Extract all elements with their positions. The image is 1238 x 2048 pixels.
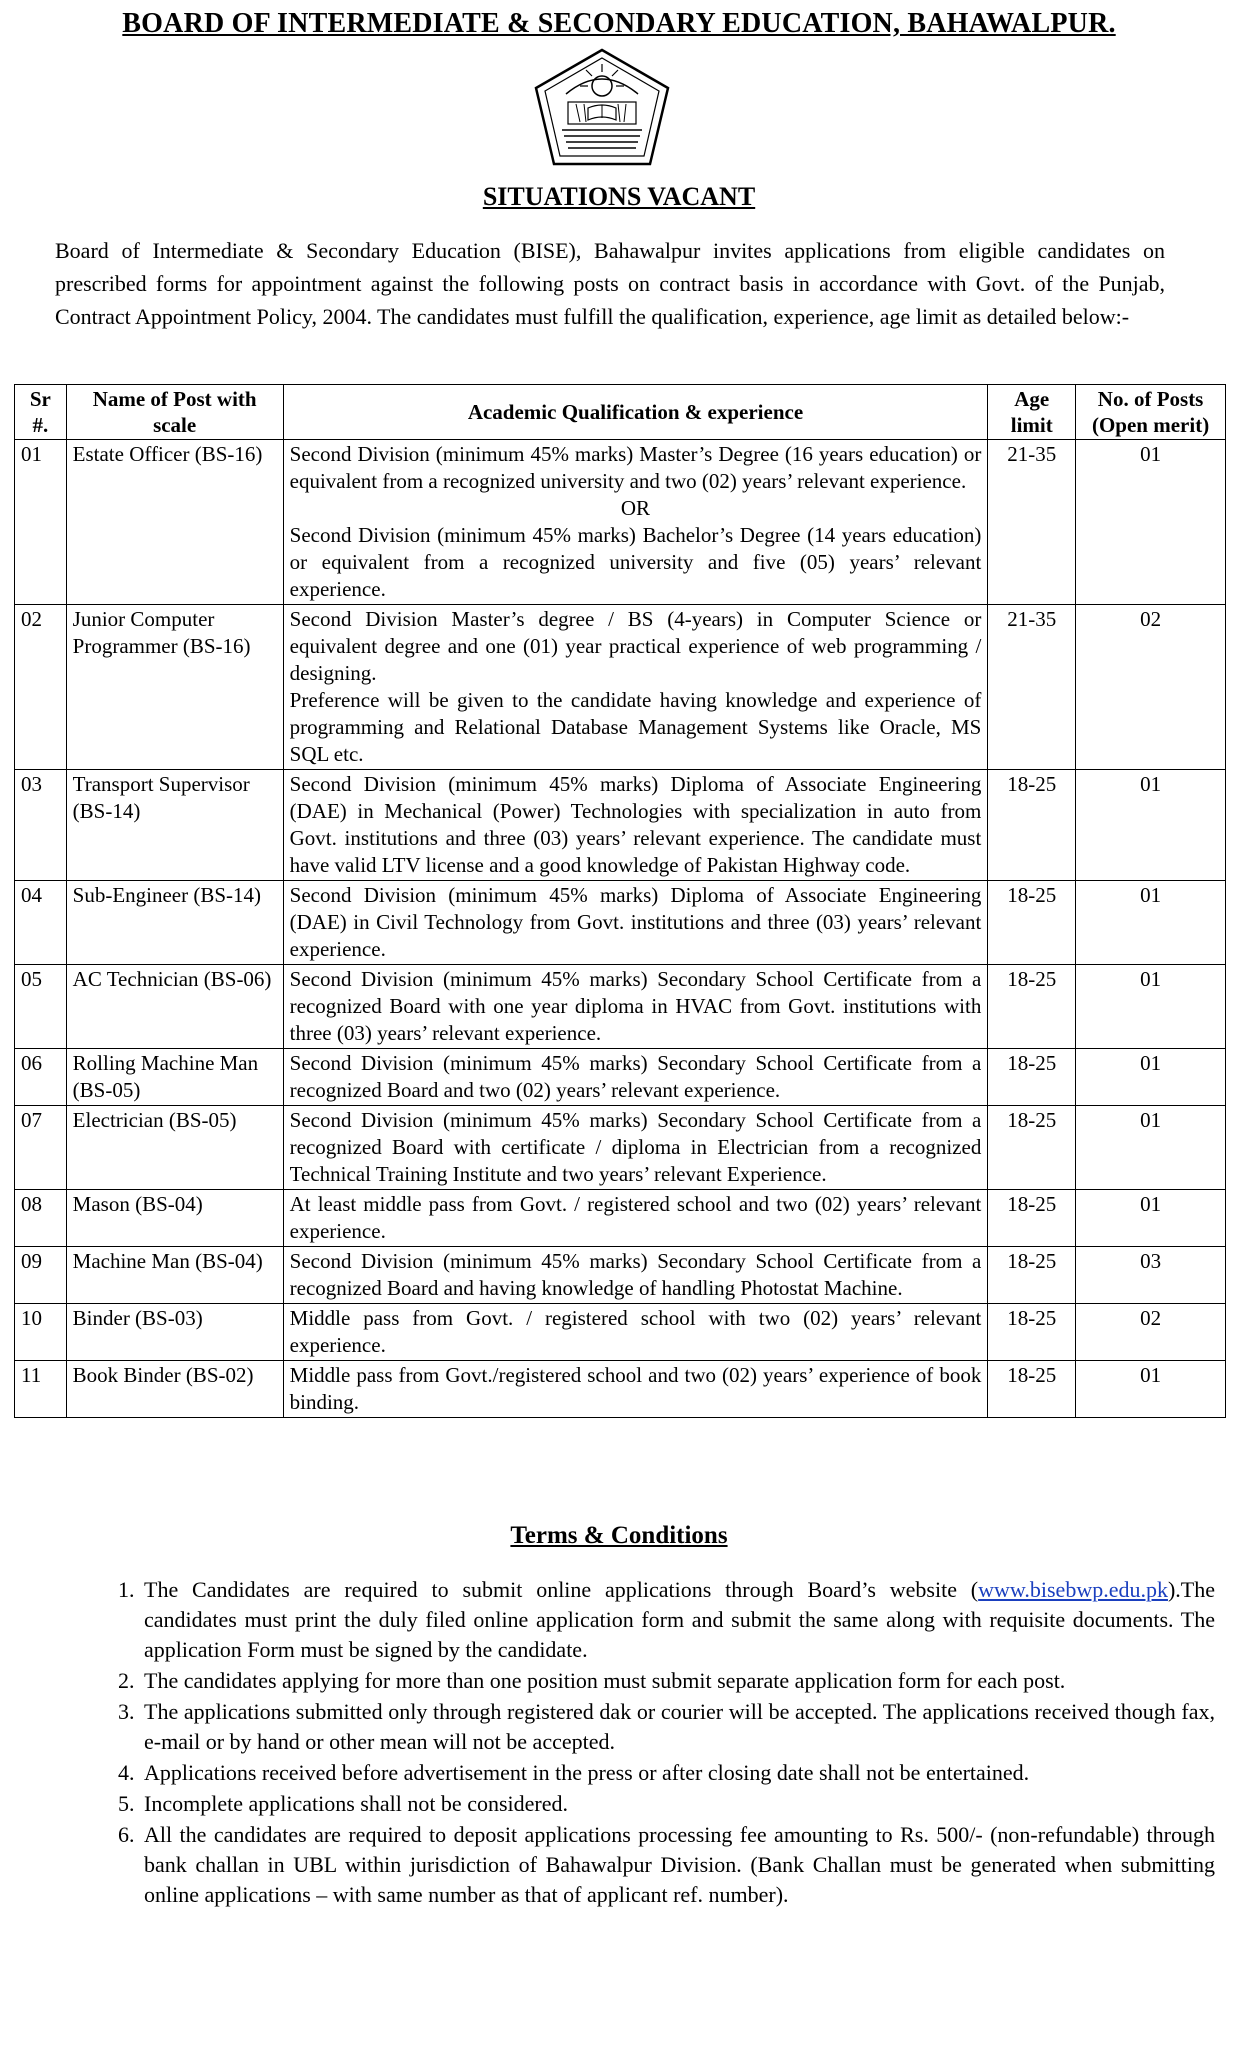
row-age-limit: 18-25 bbox=[988, 1247, 1076, 1304]
table-row bbox=[15, 881, 1226, 965]
row-no-of-posts: 02 bbox=[1076, 605, 1226, 770]
row-qualification: Second Division (minimum 45% marks) Secondary School Certificate from a recognized Board with one year diploma in HVAC from Govt. institutions with three (03) years’ relevant experience. bbox=[283, 965, 988, 1049]
row-qualification: Middle pass from Govt. / registered school with two (02) years’ relevant experience. bbox=[283, 1304, 988, 1361]
table-row bbox=[15, 605, 1226, 770]
row-no-of-posts: 03 bbox=[1076, 1247, 1226, 1304]
row-no-of-posts: 01 bbox=[1076, 1361, 1226, 1418]
row-qualification bbox=[283, 605, 988, 770]
term-1-text-start: The Candidates are required to submit online applications through Board’s website ( bbox=[144, 1577, 979, 1602]
row-age-limit: 18-25 bbox=[988, 1106, 1076, 1190]
table-row bbox=[15, 1190, 1226, 1247]
row-sr: 10 bbox=[15, 1304, 67, 1361]
row-age-limit: 18-25 bbox=[988, 1304, 1076, 1361]
qualification-option-a: Second Division (minimum 45% marks) Master’s Degree (16 years education) or equivalent from a recognized university and two (02) years’ relevant experience. bbox=[289, 442, 982, 493]
row-age-limit: 18-25 bbox=[988, 965, 1076, 1049]
board-emblem-icon bbox=[528, 46, 676, 170]
row-qualification: Second Division (minimum 45% marks) Diploma of Associate Engineering (DAE) in Mechanical (Power) Technologies with specialization in auto from Govt. institutions and three (03) years’ relevant experience. The candidate must have valid LTV license and a good knowledge of Pakistan Highway code. bbox=[283, 770, 988, 881]
header-sr: Sr #. bbox=[15, 385, 67, 440]
row-sr: 04 bbox=[15, 881, 67, 965]
row-qualification: Second Division (minimum 45% marks) Secondary School Certificate from a recognized Board and having knowledge of handling Photostat Machine. bbox=[283, 1247, 988, 1304]
row-age-limit: 18-25 bbox=[988, 881, 1076, 965]
term-item: 6. All the candidates are required to deposit applications processing fee amounting to Rs. 500/- (non-refundable) through bank challan in UBL within jurisdiction of Bahawalpur Division. (Bank Challan must be generated when submitting online applications – with same number as that of applicant ref. number). bbox=[140, 1820, 1215, 1910]
table-row bbox=[15, 770, 1226, 881]
header-qualification: Academic Qualification & experience bbox=[283, 385, 988, 440]
row-qualification: Second Division (minimum 45% marks) Secondary School Certificate from a recognized Board with certificate / diploma in Electrician from a recognized Technical Training Institute and two years’ relevant Experience. bbox=[283, 1106, 988, 1190]
row-post-name: Mason (BS-04) bbox=[66, 1190, 283, 1247]
row-age-limit: 18-25 bbox=[988, 1361, 1076, 1418]
row-sr: 09 bbox=[15, 1247, 67, 1304]
row-sr: 06 bbox=[15, 1049, 67, 1106]
table-row bbox=[15, 965, 1226, 1049]
row-age-limit: 18-25 bbox=[988, 1049, 1076, 1106]
row-age-limit: 18-25 bbox=[988, 1190, 1076, 1247]
vacancies-table bbox=[14, 384, 1226, 1418]
row-post-name: Machine Man (BS-04) bbox=[66, 1247, 283, 1304]
row-post-name: Binder (BS-03) bbox=[66, 1304, 283, 1361]
row-qualification: Middle pass from Govt./registered school and two (02) years’ experience of book binding. bbox=[283, 1361, 988, 1418]
qualification-or: OR bbox=[620, 496, 651, 520]
row-no-of-posts: 02 bbox=[1076, 1304, 1226, 1361]
row-post-name: Junior Computer Programmer (BS-16) bbox=[66, 605, 283, 770]
qualification-preference: Preference will be given to the candidate having knowledge and experience of programming and Relational Database Management Systems like Oracle, MS SQL etc. bbox=[289, 688, 982, 766]
row-sr: 08 bbox=[15, 1190, 67, 1247]
term-item bbox=[140, 1575, 1215, 1665]
qualification-option-b: Second Division (minimum 45% marks) Bachelor’s Degree (14 years education) or equivalent from a recognized university and five (05) years’ relevant experience. bbox=[289, 523, 982, 601]
terms-list bbox=[90, 1575, 1215, 1911]
row-age-limit: 18-25 bbox=[988, 770, 1076, 881]
row-sr: 02 bbox=[15, 605, 67, 770]
situations-vacant-heading: SITUATIONS VACANT bbox=[482, 182, 756, 211]
table-row bbox=[15, 1247, 1226, 1304]
row-sr: 03 bbox=[15, 770, 67, 881]
row-sr: 11 bbox=[15, 1361, 67, 1418]
row-sr: 01 bbox=[15, 440, 67, 605]
term-item: 5. Incomplete applications shall not be considered. bbox=[140, 1789, 1215, 1819]
board-title: BOARD OF INTERMEDIATE & SECONDARY EDUCATION, BAHAWALPUR. bbox=[122, 8, 1116, 39]
row-age-limit: 21-35 bbox=[988, 440, 1076, 605]
row-no-of-posts: 01 bbox=[1076, 1049, 1226, 1106]
term-item: 4. Applications received before advertisement in the press or after closing date shall not be entertained. bbox=[140, 1758, 1215, 1788]
row-sr: 07 bbox=[15, 1106, 67, 1190]
intro-paragraph: Board of Intermediate & Secondary Education (BISE), Bahawalpur invites applications from eligible candidates on prescribed forms for appointment against the following posts on contract basis in accordance with Govt. of the Punjab, Contract Appointment Policy, 2004. The candidates must fulfill the qualification, experience, age limit as detailed below:- bbox=[55, 238, 1165, 329]
board-website-link[interactable]: www.bisebwp.edu.pk bbox=[978, 1577, 1168, 1602]
terms-heading: Terms & Conditions bbox=[510, 1522, 728, 1549]
row-sr: 05 bbox=[15, 965, 67, 1049]
header-age-limit: Age limit bbox=[988, 385, 1076, 440]
table-row bbox=[15, 1361, 1226, 1418]
row-age-limit: 21-35 bbox=[988, 605, 1076, 770]
row-no-of-posts: 01 bbox=[1076, 965, 1226, 1049]
row-post-name: Sub-Engineer (BS-14) bbox=[66, 881, 283, 965]
table-row bbox=[15, 1049, 1226, 1106]
table-row bbox=[15, 1304, 1226, 1361]
row-post-name: Rolling Machine Man (BS-05) bbox=[66, 1049, 283, 1106]
term-item: 2. The candidates applying for more than one position must submit separate application form for each post. bbox=[140, 1666, 1215, 1696]
row-post-name: AC Technician (BS-06) bbox=[66, 965, 283, 1049]
header-post-name: Name of Post with scale bbox=[66, 385, 283, 440]
row-post-name: Estate Officer (BS-16) bbox=[66, 440, 283, 605]
term-1-text-end: ).The candidates must print the duly filed online application form and submit the same along with requisite documents. The application Form must be signed by the candidate. bbox=[144, 1577, 1215, 1662]
qualification-requirement: Second Division Master’s degree / BS (4-years) in Computer Science or equivalent degree and one (01) year practical experience of web programming / designing. bbox=[289, 607, 982, 685]
table-row bbox=[15, 1106, 1226, 1190]
row-no-of-posts: 01 bbox=[1076, 1106, 1226, 1190]
row-qualification bbox=[283, 440, 988, 605]
table-row bbox=[15, 440, 1226, 605]
row-post-name: Transport Supervisor (BS-14) bbox=[66, 770, 283, 881]
row-post-name: Book Binder (BS-02) bbox=[66, 1361, 283, 1418]
header-no-of-posts: No. of Posts (Open merit) bbox=[1076, 385, 1226, 440]
row-qualification: At least middle pass from Govt. / registered school and two (02) years’ relevant experience. bbox=[283, 1190, 988, 1247]
table-header-row bbox=[15, 385, 1226, 440]
row-no-of-posts: 01 bbox=[1076, 1190, 1226, 1247]
row-no-of-posts: 01 bbox=[1076, 881, 1226, 965]
row-qualification: Second Division (minimum 45% marks) Diploma of Associate Engineering (DAE) in Civil Technology from Govt. institutions and three (03) years’ relevant experience. bbox=[283, 881, 988, 965]
row-post-name: Electrician (BS-05) bbox=[66, 1106, 283, 1190]
row-qualification: Second Division (minimum 45% marks) Secondary School Certificate from a recognized Board and two (02) years’ relevant experience. bbox=[283, 1049, 988, 1106]
row-no-of-posts: 01 bbox=[1076, 440, 1226, 605]
term-item: 3. The applications submitted only through registered dak or courier will be accepted. The applications received though fax, e-mail or by hand or other mean will not be accepted. bbox=[140, 1697, 1215, 1757]
row-no-of-posts: 01 bbox=[1076, 770, 1226, 881]
